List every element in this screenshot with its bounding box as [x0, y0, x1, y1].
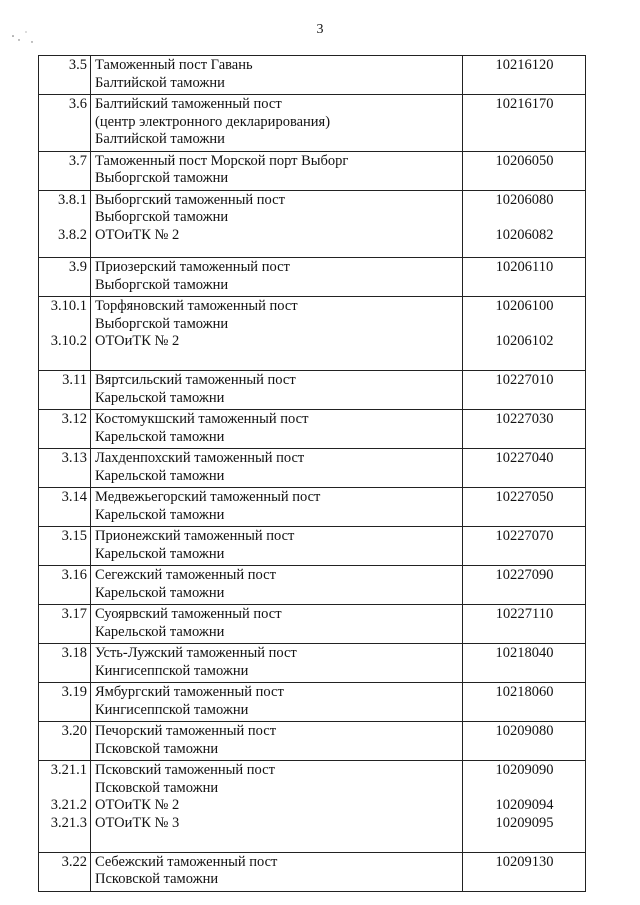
post-name-line: Таможенный пост Морской порт Выборг — [95, 152, 349, 169]
post-code-line: 10209090 — [495, 762, 554, 778]
post-code-line: 10218040 — [495, 645, 554, 661]
post-code-line — [467, 209, 582, 227]
table-row — [39, 410, 586, 449]
table-row — [39, 722, 586, 761]
post-name-line: Вяртсильский таможенный пост — [95, 372, 296, 388]
post-name-line: Выборгской таможни — [95, 276, 229, 293]
item-number-cell — [39, 644, 91, 683]
post-code-line: 10209130 — [495, 853, 554, 870]
post-code-line: 10216120 — [495, 57, 554, 73]
table-row — [39, 527, 586, 566]
post-name-cell — [91, 852, 463, 891]
post-name-line: Таможенный пост Гавань — [95, 57, 253, 73]
post-code-cell — [463, 190, 586, 258]
post-code-cell — [463, 488, 586, 527]
post-code-cell — [463, 95, 586, 152]
post-code-cell — [463, 151, 586, 190]
item-number-cell — [39, 449, 91, 488]
post-name-line: Себежский таможенный пост — [95, 853, 278, 870]
post-name-cell — [91, 449, 463, 488]
table-row — [39, 566, 586, 605]
table-row — [39, 258, 586, 297]
item-number-cell — [39, 852, 91, 891]
post-name-line: Карельской таможни — [95, 428, 225, 445]
item-number-line: 3.15 — [61, 528, 87, 544]
post-code-cell — [463, 683, 586, 722]
item-number-cell — [39, 95, 91, 152]
page-number: 3 — [316, 22, 324, 37]
customs-posts-table — [38, 55, 586, 892]
item-number-cell — [39, 56, 91, 95]
post-code-cell — [463, 527, 586, 566]
post-code-line: 10206102 — [495, 333, 554, 349]
post-name-cell — [91, 56, 463, 95]
post-code-line — [467, 316, 582, 334]
post-code-line: 10209094 — [495, 797, 554, 813]
post-code-line: 10206082 — [495, 226, 554, 243]
post-code-line: 10206080 — [495, 191, 554, 208]
item-number-cell — [39, 761, 91, 853]
item-number-cell — [39, 258, 91, 297]
post-name-cell — [91, 297, 463, 371]
post-name-line: Кингисеппской таможни — [95, 662, 249, 679]
post-code-line: 10216170 — [495, 96, 554, 112]
post-name-line: Печорский таможенный пост — [95, 723, 277, 739]
post-name-cell — [91, 683, 463, 722]
post-code-line: 10227010 — [495, 372, 554, 388]
table-row — [39, 297, 586, 371]
table-row — [39, 761, 586, 853]
item-number-line: 3.10.2 — [50, 333, 87, 349]
post-code-cell — [463, 644, 586, 683]
table-row — [39, 605, 586, 644]
table-row — [39, 644, 586, 683]
post-name-line: ОТОиТК № 2 — [95, 797, 180, 813]
post-name-line: Балтийский таможенный пост — [95, 96, 282, 112]
post-name-cell — [91, 566, 463, 605]
post-code-line — [467, 780, 582, 798]
post-code-cell — [463, 605, 586, 644]
item-number-cell — [39, 488, 91, 527]
post-name-line: Карельской таможни — [95, 389, 225, 406]
item-number-line: 3.12 — [61, 411, 87, 427]
item-number-cell — [39, 683, 91, 722]
post-code-line: 10206100 — [495, 298, 554, 314]
post-name-line: Торфяновский таможенный пост — [95, 298, 298, 314]
post-name-line: Карельской таможни — [95, 623, 225, 640]
post-name-line: Выборгской таможни — [95, 209, 229, 225]
post-code-cell — [463, 297, 586, 371]
item-number-line: 3.21.3 — [50, 814, 87, 831]
post-name-cell — [91, 605, 463, 644]
item-number-line: 3.11 — [62, 372, 87, 388]
post-code-line: 10227090 — [495, 567, 554, 583]
item-number-cell — [39, 605, 91, 644]
post-name-line: Суоярвский таможенный пост — [95, 606, 282, 622]
item-number-cell — [39, 527, 91, 566]
scan-specks — [10, 24, 40, 44]
item-number-line: 3.17 — [61, 606, 87, 622]
item-number-line — [43, 316, 87, 334]
item-number-cell — [39, 410, 91, 449]
table-row — [39, 852, 586, 891]
post-code-line: 10209080 — [495, 723, 554, 739]
item-number-line — [43, 780, 87, 798]
item-number-line: 3.7 — [68, 152, 87, 169]
post-name-cell — [91, 761, 463, 853]
post-code-line: 10227030 — [495, 411, 554, 427]
post-name-cell — [91, 488, 463, 527]
post-name-line: Выборгской таможни — [95, 170, 229, 186]
post-code-cell — [463, 566, 586, 605]
item-number-cell — [39, 722, 91, 761]
post-name-line: Медвежьегорский таможенный пост — [95, 489, 321, 505]
post-name-cell — [91, 151, 463, 190]
post-name-cell — [91, 190, 463, 258]
post-name-line: Псковской таможни — [95, 871, 219, 887]
post-name-line: Сегежский таможенный пост — [95, 567, 276, 583]
post-name-line: Выборгской таможни — [95, 315, 229, 332]
item-number-line: 3.9 — [68, 259, 87, 275]
post-name-line: Псковской таможни — [95, 740, 219, 757]
post-code-line: 10218060 — [495, 684, 554, 700]
table-row — [39, 151, 586, 190]
post-code-cell — [463, 410, 586, 449]
post-code-line: 10206050 — [495, 152, 554, 169]
item-number-line: 3.10.1 — [50, 298, 87, 314]
table-row — [39, 449, 586, 488]
post-code-line: 10227040 — [495, 450, 554, 466]
post-name-line: Псковской таможни — [95, 779, 219, 796]
item-number-line: 3.6 — [68, 96, 87, 112]
item-number-line: 3.14 — [61, 489, 87, 505]
post-name-line: Приозерский таможенный пост — [95, 259, 290, 275]
post-name-line: ОТОиТК № 2 — [95, 333, 180, 349]
post-name-line: Ямбургский таможенный пост — [95, 684, 284, 700]
item-number-line: 3.22 — [61, 853, 87, 870]
post-code-cell — [463, 258, 586, 297]
post-name-cell — [91, 410, 463, 449]
item-number-line: 3.20 — [61, 723, 87, 739]
item-number-line: 3.13 — [61, 450, 87, 466]
table-row — [39, 488, 586, 527]
item-number-line: 3.8.2 — [58, 226, 87, 243]
post-name-line: (центр электронного декларирования) — [95, 113, 331, 130]
table-row — [39, 190, 586, 258]
post-name-line: Выборгский таможенный пост — [95, 191, 285, 208]
table-row — [39, 95, 586, 152]
item-number-line: 3.18 — [61, 645, 87, 661]
post-code-cell — [463, 852, 586, 891]
item-number-cell — [39, 151, 91, 190]
post-name-line: Псковский таможенный пост — [95, 762, 275, 778]
item-number-cell — [39, 371, 91, 410]
post-code-cell — [463, 371, 586, 410]
table-row — [39, 56, 586, 95]
post-code-line: 10227070 — [495, 528, 554, 544]
post-code-line: 10227110 — [495, 606, 554, 622]
post-name-line: Карельской таможни — [95, 545, 225, 562]
post-code-cell — [463, 761, 586, 853]
item-number-line: 3.19 — [61, 684, 87, 700]
item-number-line: 3.21.1 — [50, 762, 87, 778]
post-name-cell — [91, 722, 463, 761]
item-number-line: 3.16 — [61, 567, 87, 583]
post-code-cell — [463, 449, 586, 488]
post-code-cell — [463, 56, 586, 95]
post-name-line: Балтийской таможни — [95, 74, 225, 91]
post-name-line: Балтийской таможни — [95, 131, 225, 147]
item-number-cell — [39, 566, 91, 605]
item-number-cell — [39, 190, 91, 258]
post-code-line: 10206110 — [495, 259, 554, 275]
table-body — [39, 56, 586, 892]
post-name-line: Костомукшский таможенный пост — [95, 411, 309, 427]
post-name-line: ОТОиТК № 3 — [95, 814, 180, 831]
post-code-cell — [463, 722, 586, 761]
post-code-line: 10227050 — [495, 489, 554, 505]
post-name-cell — [91, 371, 463, 410]
post-name-line: Карельской таможни — [95, 506, 225, 523]
post-name-cell — [91, 644, 463, 683]
table-row — [39, 371, 586, 410]
item-number-line — [43, 209, 87, 227]
post-code-line: 10209095 — [495, 814, 554, 831]
item-number-line: 3.21.2 — [50, 797, 87, 813]
table-row — [39, 683, 586, 722]
post-name-line: Кингисеппской таможни — [95, 701, 249, 718]
post-name-cell — [91, 527, 463, 566]
post-name-line: Лахденпохский таможенный пост — [95, 450, 305, 466]
post-name-line: ОТОиТК № 2 — [95, 226, 180, 243]
item-number-line: 3.8.1 — [58, 191, 87, 208]
post-name-line: Прионежский таможенный пост — [95, 528, 295, 544]
item-number-line: 3.5 — [68, 57, 87, 73]
post-name-cell — [91, 258, 463, 297]
post-name-line: Усть-Лужский таможенный пост — [95, 645, 297, 661]
post-name-line: Карельской таможни — [95, 467, 225, 484]
post-name-line: Карельской таможни — [95, 584, 225, 601]
post-name-cell — [91, 95, 463, 152]
item-number-cell — [39, 297, 91, 371]
